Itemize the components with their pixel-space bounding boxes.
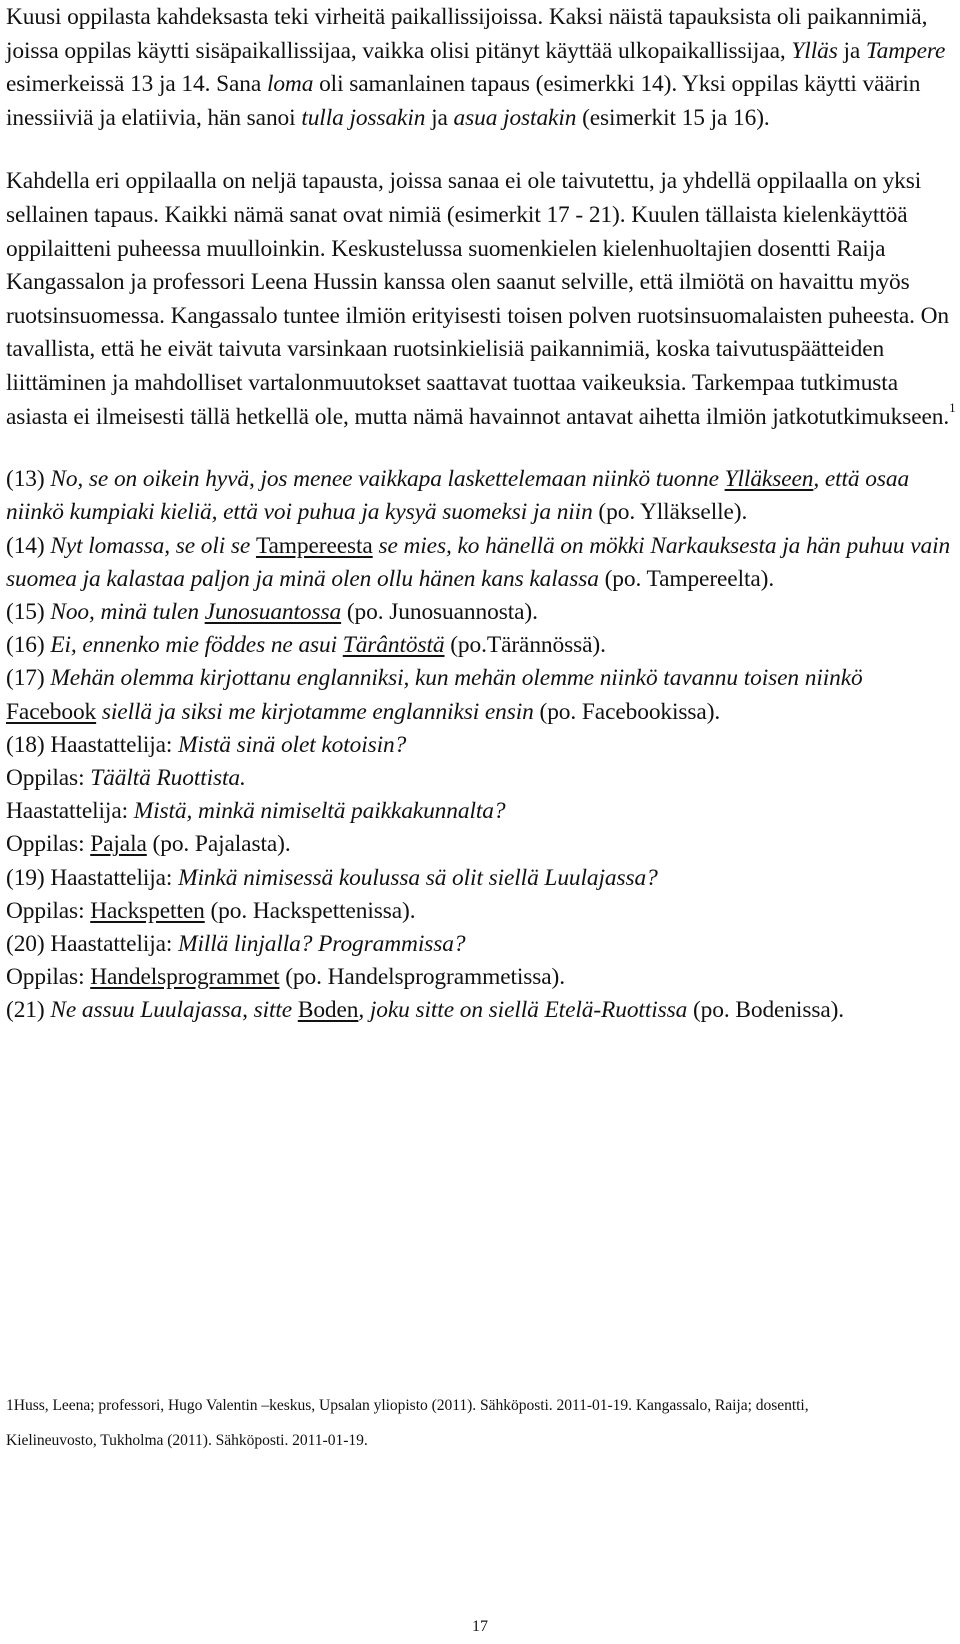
speaker-label: Oppilas: — [6, 964, 91, 991]
example-quote: Minkä nimisessä koulussa sä olit siellä Luulajassa? — [178, 864, 658, 891]
correction: (po.Tärännössä). — [444, 632, 606, 659]
dialogue-line — [6, 828, 956, 861]
example-16 — [6, 629, 956, 662]
paragraph-case-errors — [6, 1, 956, 135]
example-quote: Ne assuu Luulajassa, sitte — [50, 997, 298, 1024]
speaker-label: Haastattelija: — [50, 864, 179, 891]
example-quote: No, se on oikein hyvä, jos menee vaikkapa laskettelemaan niinkö tuonne — [50, 466, 725, 493]
example-21 — [6, 994, 956, 1027]
example-18 — [6, 729, 956, 862]
example-quote: Mistä sinä olet kotoisin? — [178, 731, 407, 758]
text-run: esimerkeissä 13 ja 14. Sana — [6, 71, 267, 98]
text-run: Kuusi oppilasta kahdeksasta teki virheitä paikallissijoissa. Kaksi näistä tapauksista oli paikannimiä, joissa oppilas käytti sisäpaikallissijaa, vaikka olisi pitänyt käyttää ulkopaikallissijaa, — [6, 4, 928, 64]
italic-term: Tampere — [865, 37, 946, 64]
example-14 — [6, 530, 956, 596]
page-number: 17 — [472, 1618, 488, 1635]
italic-term: Ylläs — [791, 37, 838, 64]
example-number: (19) — [6, 864, 51, 891]
speaker-label: Oppilas: — [6, 897, 91, 924]
example-quote: Täältä Ruottista. — [90, 764, 246, 791]
correction: (po. Tampereelta). — [598, 565, 775, 592]
example-number: (20) — [6, 930, 51, 957]
speaker-label: Oppilas: — [6, 831, 91, 858]
paragraph-uninflected-names — [6, 165, 956, 434]
example-quote: Millä linjalla? Programmissa? — [178, 930, 466, 957]
example-number: (21) — [6, 997, 51, 1024]
example-17 — [6, 662, 956, 728]
underlined-word: Boden — [297, 997, 359, 1024]
example-number: (14) — [6, 532, 51, 559]
correction: (po. Bodenissa). — [687, 997, 845, 1024]
dialogue-line — [6, 895, 956, 928]
text-run: ja — [837, 37, 866, 64]
example-quote: se mies, ko hänellä on mökki Narkauksesta ja hän puhuu vain suomea ja kalastaa paljon ja minä olen ollu hänen kans kalassa — [6, 532, 951, 592]
underlined-word: Ylläkseen — [724, 466, 814, 493]
footnote-line: Kielineuvosto, Tukholma (2011). Sähköposti. 2011-01-19. — [6, 1432, 368, 1449]
examples-list — [6, 463, 956, 1027]
example-number: (18) — [6, 731, 51, 758]
speaker-label: Haastattelija: — [6, 798, 134, 825]
example-quote: Mehän olemma kirjottanu englanniksi, kun mehän olemme niinkö tavannu toisen niinkö — [50, 665, 863, 692]
correction: (po. Pajalasta). — [146, 831, 291, 858]
example-quote: , joku sitte on siellä Etelä-Ruottissa — [358, 997, 688, 1024]
dialogue-line — [6, 961, 956, 994]
example-quote: Ei, ennenko mie föddes ne asui — [50, 632, 343, 659]
text-run: Kahdella eri oppilaalla on neljä tapausta, joissa sanaa ei ole taivutettu, ja yhdellä oppilaalla on yksi sellainen tapaus. Kaikki nämä sanat ovat nimiä (esimerkit 17 - 21). Kuulen tällaista kielenkäyttöä oppilaitteni puheessa muulloinkin. Keskustelussa suomenkielen kielenhuoltajien dosentti Raija Kangassalon ja professori Leena Hussin kanssa olen saanut selville, että ilmiötä on havaittu myös ruotsinsuomessa. Kangassalo tuntee ilmiön erityisesti toisen polven ruotsinsuomalaisten puheesta. On tavallista, että he eivät taivuta varsinkaan ruotsinkielisiä paikannimiä, koska taivutuspäätteiden liittäminen ja mahdolliset vartalonmuutokset saattavat tuottaa vaikeuksia. Tarkempaa tutkimusta asiasta ei ilmeisesti tällä hetkellä ole, mutta nämä havainnot antavat aihetta ilmiön jatkotutkimukseen. — [6, 168, 950, 430]
example-quote: Noo, minä tulen — [50, 598, 205, 625]
example-number: (17) — [6, 665, 51, 692]
example-quote: siellä ja siksi me kirjotamme englanniksi ensin — [96, 698, 534, 725]
example-number: (13) — [6, 466, 51, 493]
correction: (po. Handelsprogrammetissa). — [279, 964, 565, 991]
correction: (po. Junosuannosta). — [341, 598, 538, 625]
italic-term: asua jostakin — [453, 104, 577, 131]
underlined-word: Hackspetten — [90, 897, 205, 924]
example-quote: , että osaa niinkö kumpiaki kieliä, että voi puhua ja kysyä suomeksi ja niin — [6, 466, 910, 526]
example-13 — [6, 463, 956, 529]
dialogue-line — [6, 762, 956, 795]
speaker-label: Haastattelija: — [50, 731, 179, 758]
dialogue-line — [6, 928, 956, 961]
speaker-label: Oppilas: — [6, 764, 91, 791]
text-run: oli samanlainen tapaus (esimerkki 14). Yksi oppilas käytti väärin inessiiviä ja elatiivia, hän sanoi — [6, 71, 921, 131]
italic-term: loma — [266, 71, 314, 98]
correction: (po. Facebookissa). — [533, 698, 721, 725]
underlined-word: Handelsprogrammet — [90, 964, 280, 991]
example-quote: Nyt lomassa, se oli se — [50, 532, 256, 559]
footnote-reference[interactable]: 1 — [949, 399, 956, 415]
footnote — [6, 1388, 960, 1458]
example-15 — [6, 596, 956, 629]
example-quote: Mistä, minkä nimiseltä paikkakunnalta? — [133, 798, 506, 825]
footnote-line: 1Huss, Leena; professori, Hugo Valentin –keskus, Upsalan yliopisto (2011). Sähköposti. 2011-01-19. Kangassalo, Raija; dosentti, — [6, 1397, 809, 1414]
underlined-word: Tärântöstä — [342, 632, 445, 659]
correction: (po. Ylläkselle). — [592, 499, 748, 526]
example-number: (16) — [6, 632, 51, 659]
document-page — [6, 0, 956, 1028]
dialogue-line — [6, 795, 956, 828]
speaker-label: Haastattelija: — [50, 930, 179, 957]
example-20 — [6, 928, 956, 994]
dialogue-line — [6, 729, 956, 762]
underlined-word: Tampereesta — [255, 532, 373, 559]
example-19 — [6, 862, 956, 928]
underlined-word: Junosuantossa — [204, 598, 342, 625]
example-number: (15) — [6, 598, 51, 625]
italic-term: tulla jossakin — [301, 104, 426, 131]
correction: (po. Hackspettenissa). — [204, 897, 416, 924]
text-run: (esimerkit 15 ja 16). — [576, 104, 770, 131]
underlined-word: Pajala — [90, 831, 147, 858]
underlined-word: Facebook — [6, 698, 97, 725]
text-run: ja — [425, 104, 454, 131]
dialogue-line — [6, 862, 956, 895]
